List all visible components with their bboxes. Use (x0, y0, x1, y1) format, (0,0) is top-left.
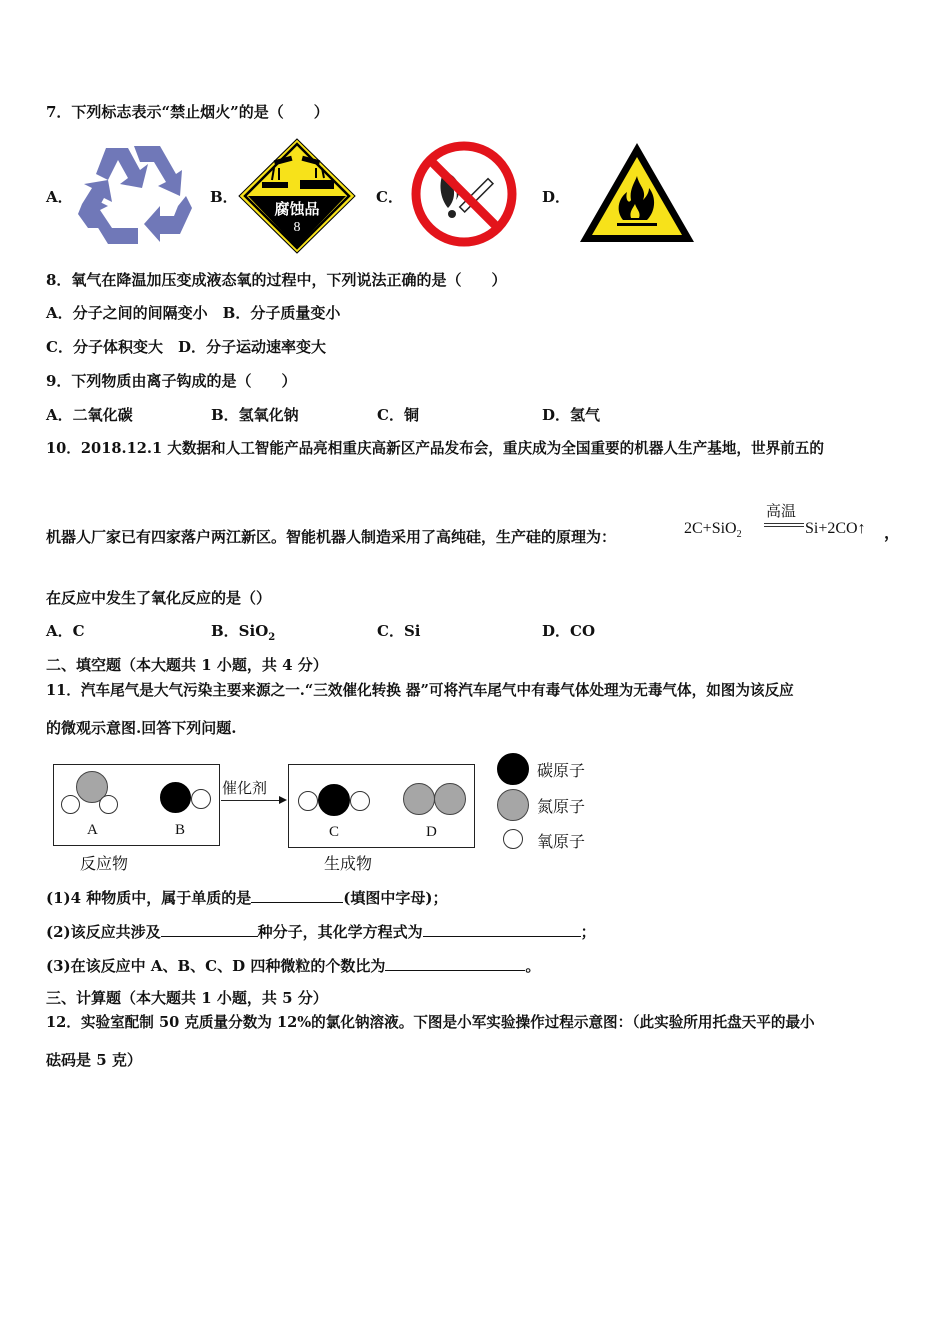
carbon-atom (160, 782, 191, 813)
carbon-atom (318, 784, 350, 816)
equation-trailing-comma: ， (884, 525, 901, 542)
carbon-legend-icon (497, 753, 529, 785)
q8-options-line1: A．分子之间的间隔变小 B．分子质量变小 (46, 304, 341, 322)
corrosive-sign-icon (238, 138, 356, 254)
catalyst-label: 催化剂 (222, 779, 268, 797)
q10-line1: 10．2018.12.1 大数据和人工智能产品亮相重庆高新区产品发布会，重庆成为全国重要的机器人生产基地，世界前五的 (46, 440, 824, 457)
q11-line2: 的微观示意图.回答下列问题. (46, 719, 237, 737)
q10-equation (684, 500, 904, 550)
nitrogen-atom (403, 783, 435, 815)
reaction-arrow-line (221, 800, 279, 801)
q9-option-c: C．铜 (377, 406, 419, 424)
molecule-label-a: A (87, 822, 98, 838)
oxygen-atom (191, 789, 211, 809)
flammable-warning-sign-icon (577, 140, 697, 246)
q7-option-d-label: D． (542, 188, 571, 206)
answer-blank-3[interactable] (423, 920, 581, 937)
oxygen-atom (350, 791, 370, 811)
q8-stem: 8．氧气在降温加压变成液态氧的过程中，下列说法正确的是（ ） (46, 271, 507, 289)
reactants-caption: 反应物 (80, 854, 129, 873)
section2-title: 二、填空题（本大题共 1 小题，共 4 分） (46, 656, 328, 674)
nitrogen-atom (434, 783, 466, 815)
q10-line2: 机器人厂家已有四家落户两江新区。智能机器人制造采用了高纯硅，生产硅的原理为： (46, 528, 617, 546)
q11-sub1: (1)4 种物质中，属于单质的是 (填图中字母)； (46, 886, 448, 908)
oxygen-atom (61, 795, 80, 814)
q7-stem: 7．下列标志表示“禁止烟火”的是（ ） (46, 103, 329, 121)
q7-option-c-label: C． (376, 188, 403, 206)
equation-condition: 高温 (766, 504, 797, 520)
q11-sub3: (3)在该反应中 A、B、C、D 四种微粒的个数比为 。 (46, 954, 540, 976)
reactants-box (53, 764, 220, 846)
q7-option-a-label: A． (46, 188, 73, 206)
q9-option-a: A．二氧化碳 (46, 406, 133, 424)
q11-sub2: (2)该反应共涉及 种分子，其化学方程式为 ； (46, 920, 596, 942)
molecule-label-d: D (426, 824, 437, 840)
nitrogen-legend-label: 氮原子 (537, 797, 586, 816)
q8-options-line2: C．分子体积变大 D．分子运动速率变大 (46, 338, 326, 356)
q12-line1: 12．实验室配制 50 克质量分数为 12%的氯化钠溶液。下图是小军实验操作过程示意图：（此实验所用托盘天平的最小 (46, 1014, 815, 1031)
q10-option-a: A．C (46, 622, 85, 640)
q9-option-d: D．氢气 (542, 406, 601, 424)
answer-blank-1[interactable] (251, 886, 343, 903)
arrow-head-icon (279, 796, 287, 804)
q10-line3: 在反应中发生了氧化反应的是（） (46, 589, 272, 607)
corrosive-sign-text: 腐蚀品 (274, 200, 320, 218)
equation-double-bar-top (764, 523, 804, 524)
q11-line1: 11．汽车尾气是大气污染主要来源之一.“三效催化转换 器”可将汽车尾气中有毒气体处理为无毒气体，如图为该反应 (46, 682, 794, 699)
corrosive-sign-number: 8 (293, 220, 301, 235)
oxygen-atom (99, 795, 118, 814)
answer-blank-4[interactable] (385, 954, 525, 971)
equation-double-bar-bottom (764, 526, 804, 527)
oxygen-legend-label: 氧原子 (537, 832, 586, 851)
oxygen-legend-icon (503, 829, 523, 849)
section3-title: 三、计算题（本大题共 1 小题，共 5 分） (46, 989, 328, 1007)
equation-lhs: 2C+SiO$_2$ (684, 520, 742, 541)
oxygen-atom (298, 791, 318, 811)
q10-option-c: C．Si (377, 622, 421, 640)
molecule-label-b: B (175, 822, 186, 838)
q9-option-b: B．氢氧化钠 (211, 406, 299, 424)
products-caption: 生成物 (324, 854, 373, 873)
nitrogen-legend-icon (497, 789, 529, 821)
no-fire-sign-icon (410, 140, 518, 248)
answer-blank-2[interactable] (161, 920, 258, 937)
q9-stem: 9．下列物质由离子钩成的是（ ） (46, 372, 297, 390)
equation-rhs: Si+2CO↑ (805, 520, 866, 537)
q10-option-d: D．CO (542, 622, 596, 640)
molecule-label-c: C (329, 824, 340, 840)
recycle-sign-icon (78, 144, 192, 246)
q7-option-b-label: B． (210, 188, 238, 206)
products-box (288, 764, 475, 848)
q12-line2: 砝码是 5 克） (46, 1051, 142, 1069)
q10-option-b: B．SiO$_2$ (211, 622, 276, 643)
carbon-legend-label: 碳原子 (537, 761, 586, 780)
